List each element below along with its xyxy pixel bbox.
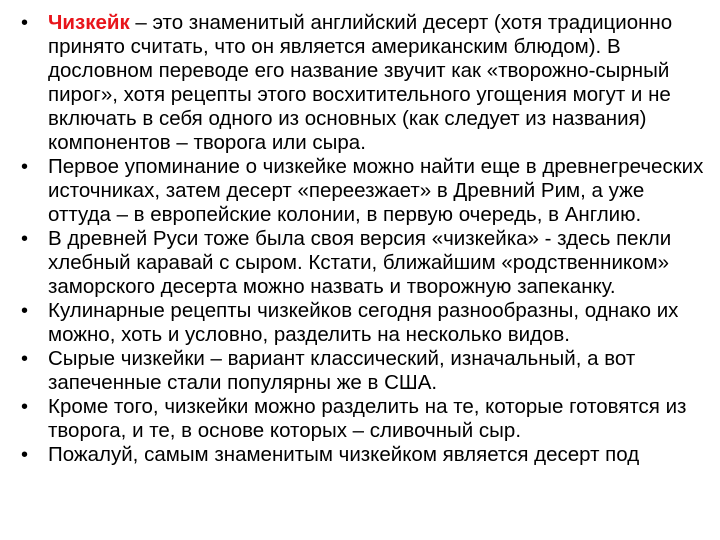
highlight-term: Чизкейк	[48, 11, 130, 34]
bullet-icon: •	[21, 300, 29, 322]
bullet-icon: •	[21, 12, 29, 34]
bullet-icon: •	[21, 348, 29, 370]
bullet-text: Кулинарные рецепты чизкейков сегодня разнообразны, однако их можно, хоть и условно, разделить на несколько видов.	[48, 299, 679, 346]
bullet-icon: •	[21, 228, 29, 250]
bullet-item	[16, 347, 706, 395]
bullet-icon: •	[21, 156, 29, 178]
bullet-item	[16, 443, 706, 467]
bullet-text: В древней Руси тоже была своя версия «чизкейка» - здесь пекли хлебный каравай с сыром. Кстати, ближайшим «родственником» заморского десерта можно назвать и творожную запеканку.	[48, 227, 672, 298]
bullet-list	[16, 11, 706, 467]
bullet-item	[16, 11, 706, 155]
bullet-text: Первое упоминание о чизкейке можно найти еще в древнегреческих источниках, затем десерт «переезжает» в Древний Рим, а уже оттуда – в европейские колонии, в первую очередь, в Англию.	[48, 155, 704, 226]
bullet-text: Сырые чизкейки – вариант классический, изначальный, а вот запеченные стали популярны же в США.	[48, 347, 636, 394]
bullet-item	[16, 155, 706, 227]
bullet-icon: •	[21, 444, 29, 466]
bullet-text: Пожалуй, самым знаменитым чизкейком является десерт под	[48, 443, 640, 466]
bullet-item	[16, 227, 706, 299]
bullet-item	[16, 395, 706, 443]
bullet-text: Кроме того, чизкейки можно разделить на те, которые готовятся из творога, и те, в основе которых – сливочный сыр.	[48, 395, 687, 442]
bullet-item	[16, 299, 706, 347]
bullet-icon: •	[21, 396, 29, 418]
bullet-text: – это знаменитый английский десерт (хотя традиционно принято считать, что он является американским блюдом). В дословном переводе его название звучит как «творожно-сырный пирог», хотя рецепты этого восхитительного угощения могут и не включать в себя одного из основных (как следует из названия) компонентов – творога или сыра.	[48, 11, 673, 154]
